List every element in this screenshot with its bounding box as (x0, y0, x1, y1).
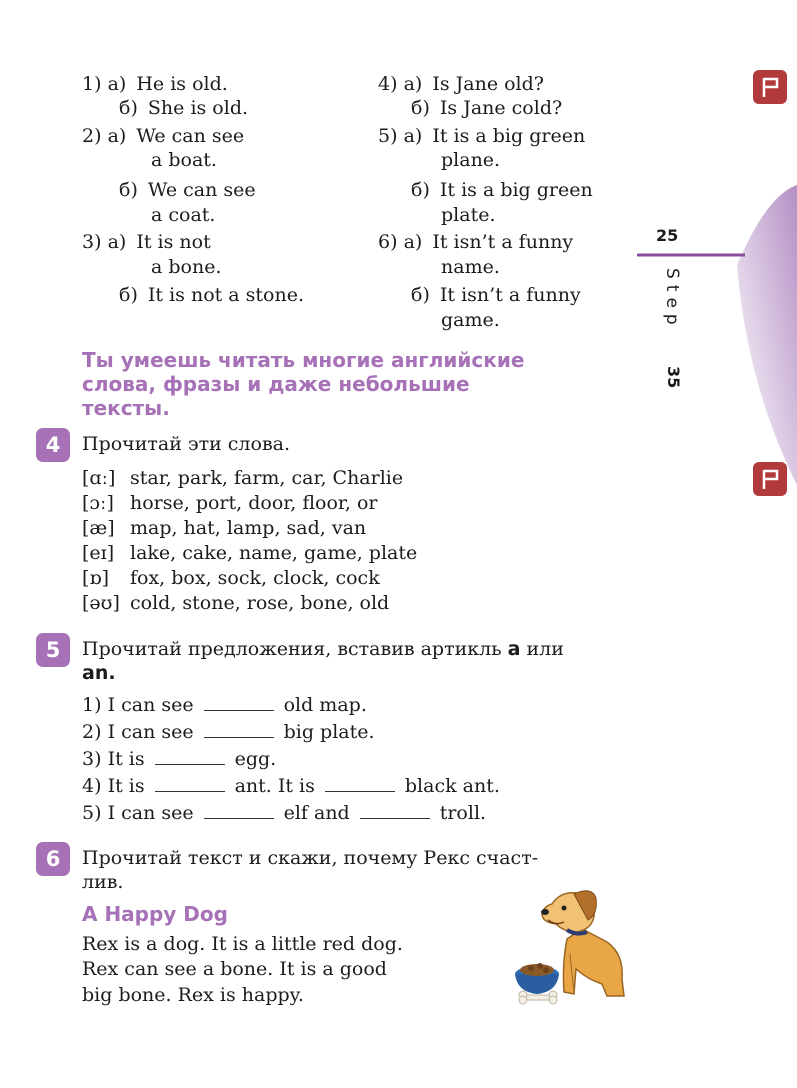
story-title: A Happy Dog (82, 902, 228, 926)
exercise-number-badge: 5 (36, 633, 70, 667)
page-number: 25 (656, 226, 679, 245)
flag-icon (753, 70, 787, 104)
exercise-6-instruction: Прочитай текст и скажи, почему Рекс счаст- (82, 847, 539, 869)
exercise-number-badge: 4 (36, 428, 70, 462)
exercise-4-instruction: Прочитай эти слова. (82, 433, 291, 455)
section-header: Ты умеешь читать многие английские слова, фразы и даже небольшие тексты. (82, 348, 525, 420)
exercise-number-badge: 6 (36, 842, 70, 876)
step-label: Step (662, 268, 682, 331)
step-number: 35 (664, 366, 683, 389)
flag-icon (753, 462, 787, 496)
exercise-5-instruction: Прочитай предложения, вставив артикль a или (82, 638, 564, 660)
dog-illustration (512, 884, 637, 1009)
